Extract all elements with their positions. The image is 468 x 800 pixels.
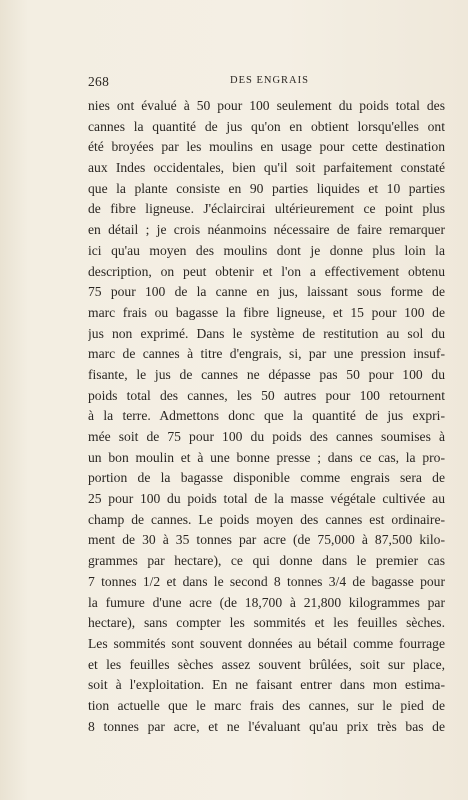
text-line: de fibre ligneuse. J'éclaircirai ultérieurement ce point plus — [88, 201, 445, 217]
text-line: aux Indes occidentales, bien qu'il soit parfaitement constaté — [88, 160, 445, 176]
text-line: ment de 30 à 35 tonnes par acre (de 75,000 à 87,500 kilo- — [88, 532, 445, 548]
text-line: cannes la quantité de jus qu'on en obtient lorsqu'elles ont — [88, 118, 445, 134]
text-line: portion de la bagasse disponible comme engrais sera de — [88, 470, 445, 486]
text-line: ici qu'au moyen des moulins dont je donne plus loin la — [88, 242, 445, 258]
text-line: soit à l'exploitation. En ne faisant entrer dans mon estima- — [88, 677, 445, 693]
body-text — [88, 96, 445, 737]
text-line: 25 pour 100 du poids total de la masse végétale cultivée au — [88, 491, 445, 507]
text-line: été broyées par les moulins en usage pour cette destination — [88, 139, 445, 155]
text-line: un bon moulin et à une bonne presse ; dans ce cas, la pro- — [88, 449, 445, 465]
text-line: poids total des cannes, les 50 autres pour 100 retournent — [88, 387, 445, 403]
text-line: fisante, le jus de cannes ne dépasse pas 50 pour 100 du — [88, 366, 445, 382]
text-line: hectare), sans compter les sommités et les feuilles sèches. — [88, 615, 445, 631]
text-line: la fumure d'une acre (de 18,700 à 21,800 kilogrammes par — [88, 594, 445, 610]
text-line: à la terre. Admettons donc que la quantité de jus expri- — [88, 408, 445, 424]
text-line: nies ont évalué à 50 pour 100 seulement du poids total des — [88, 98, 445, 113]
text-line: 8 tonnes par acre, et ne l'évaluant qu'au prix très bas de — [88, 718, 445, 734]
text-line: mée soit de 75 pour 100 du poids des cannes soumises à — [88, 429, 445, 444]
text-line: et les feuilles sèches assez souvent brûlées, soit sur place, — [88, 656, 445, 672]
text-line: en détail ; je crois néanmoins nécessaire de faire remarquer — [88, 222, 445, 238]
text-line: tion actuelle que le marc frais des cannes, sur le pied de — [88, 697, 445, 713]
text-line: Les sommités sont souvent données au bétail comme fourrage — [88, 635, 445, 651]
text-line: grammes par hectare), ce qui donne dans le premier cas — [88, 553, 445, 569]
text-line: que la plante consiste en 90 parties liquides et 10 parties — [88, 180, 445, 196]
text-line: description, on peut obtenir et l'on a effectivement obtenu — [88, 263, 445, 279]
text-line: jus non exprimé. Dans le système de restitution au sol du — [88, 325, 445, 341]
text-line: 75 pour 100 de la canne en jus, laissant sous forme de — [88, 284, 445, 300]
page-number: 268 — [88, 74, 110, 89]
running-head: DES ENGRAIS — [230, 75, 309, 86]
text-line: marc de cannes à titre d'engrais, si, par une pression insuf- — [88, 346, 445, 362]
text-line: champ de cannes. Le poids moyen des cannes est ordinaire- — [88, 511, 445, 527]
page-header — [88, 74, 444, 92]
text-line: marc frais ou bagasse la fibre ligneuse, et 15 pour 100 de — [88, 304, 445, 320]
text-line: 7 tonnes 1/2 et dans le second 8 tonnes 3/4 de bagasse pour — [88, 573, 445, 589]
